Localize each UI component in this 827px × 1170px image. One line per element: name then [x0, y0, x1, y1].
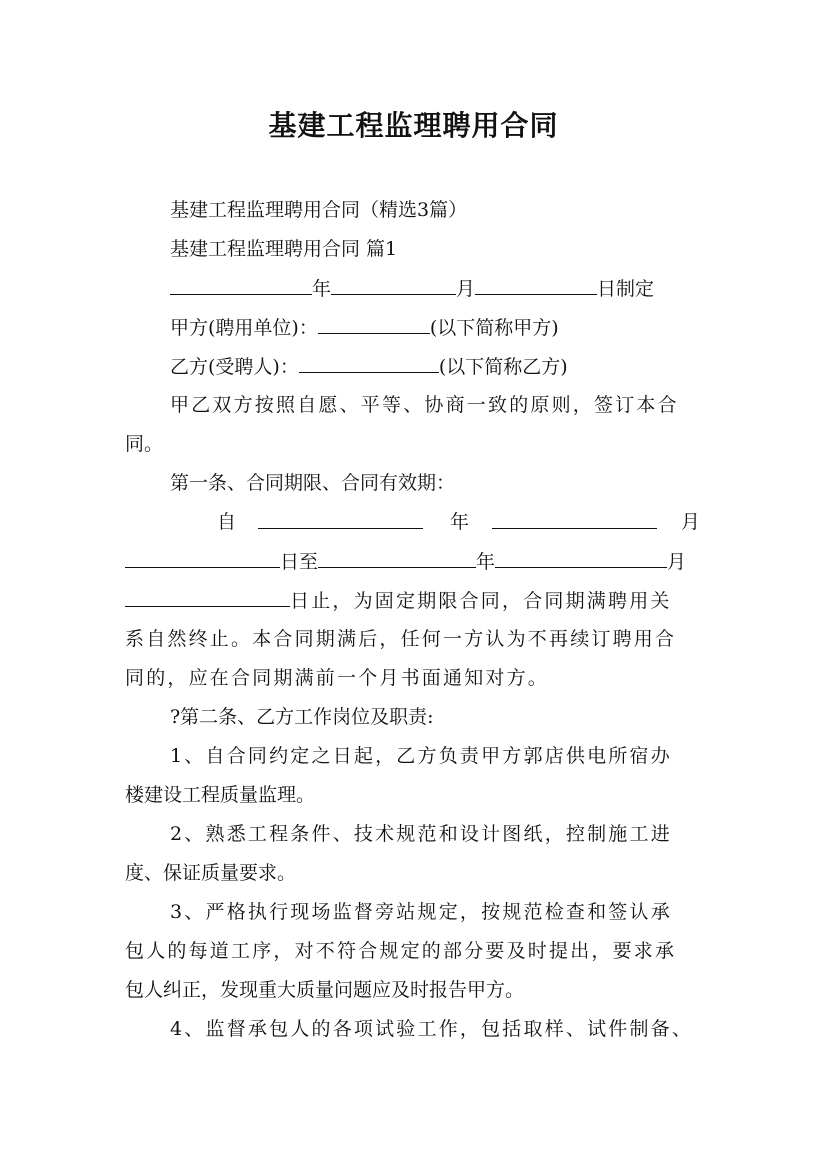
from-year-blank[interactable] — [258, 510, 423, 529]
month-label: 月 — [456, 278, 476, 300]
agreement-line-2: 同。 — [125, 433, 164, 455]
article2-item1-line2: 楼建设工程质量监理。 — [125, 784, 316, 806]
to-month-label: 月 — [667, 551, 687, 573]
from-year-label: 年 — [450, 511, 470, 533]
document-title: 基建工程监理聘用合同 — [268, 109, 559, 142]
subtitle: 基建工程监理聘用合同（精选3篇） — [170, 199, 468, 221]
from-month-label: 月 — [681, 511, 701, 533]
agreement-line-1: 甲乙双方按照自愿、平等、协商一致的原则，签订本合 — [170, 394, 679, 416]
party-b-suffix: (以下简称乙方) — [438, 356, 568, 378]
article2-item3-line2: 包人的每道工序，对不符合规定的部分要及时提出，要求承 — [125, 940, 677, 962]
day-to-label: 日至 — [280, 551, 319, 573]
party-a-suffix: (以下简称甲方) — [429, 317, 559, 339]
article2-item1-line1: 1、自合同约定之日起，乙方负责甲方郭店供电所宿办 — [170, 745, 672, 767]
article1-line-4: 系自然终止。本合同期满后，任何一方认为不再续订聘用合 — [125, 628, 677, 650]
article2-item3-line1: 3、严格执行现场监督旁站规定，按规范检查和签认承 — [170, 901, 672, 923]
party-b-blank[interactable] — [299, 354, 439, 373]
article1-heading: 第一条、合同期限、合同有效期： — [170, 472, 456, 494]
article2-item4-line1: 4、监督承包人的各项试验工作，包括取样、试件制备、 — [170, 1018, 694, 1040]
party-b-line — [170, 354, 750, 379]
article2-item3-line3: 包人纠正，发现重大质量问题应及时报告甲方。 — [125, 979, 525, 1001]
day-made-label: 日制定 — [597, 278, 655, 300]
article2-heading: ?第二条、乙方工作岗位及职责: — [170, 706, 434, 728]
section-heading: 基建工程监理聘用合同 篇1 — [170, 238, 398, 260]
from-day-blank[interactable] — [125, 549, 280, 568]
article1-end-line — [125, 588, 705, 613]
article1-line-5: 同的，应在合同期满前一个月书面通知对方。 — [125, 667, 550, 689]
from-month-blank[interactable] — [492, 510, 657, 529]
to-year-label: 年 — [476, 551, 496, 573]
date-line — [170, 276, 750, 301]
day-blank[interactable] — [475, 276, 597, 295]
month-blank[interactable] — [331, 276, 456, 295]
party-a-line — [170, 315, 750, 340]
article2-item2-line2: 度、保证质量要求。 — [125, 862, 297, 884]
to-day-blank[interactable] — [125, 588, 290, 607]
party-a-blank[interactable] — [318, 315, 430, 334]
to-month-blank[interactable] — [495, 549, 667, 568]
day-end-text: 日止，为固定期限合同，合同期满聘用关 — [290, 590, 672, 612]
year-label: 年 — [312, 278, 332, 300]
article2-item2-line1: 2、熟悉工程条件、技术规范和设计图纸，控制施工进 — [170, 823, 672, 845]
year-blank[interactable] — [170, 276, 312, 295]
from-label: 自 — [217, 511, 237, 533]
party-a-label: 甲方(聘用单位)： — [170, 317, 318, 339]
article1-to-line — [125, 549, 705, 574]
to-year-blank[interactable] — [318, 549, 476, 568]
party-b-label: 乙方(受聘人)： — [170, 356, 299, 378]
